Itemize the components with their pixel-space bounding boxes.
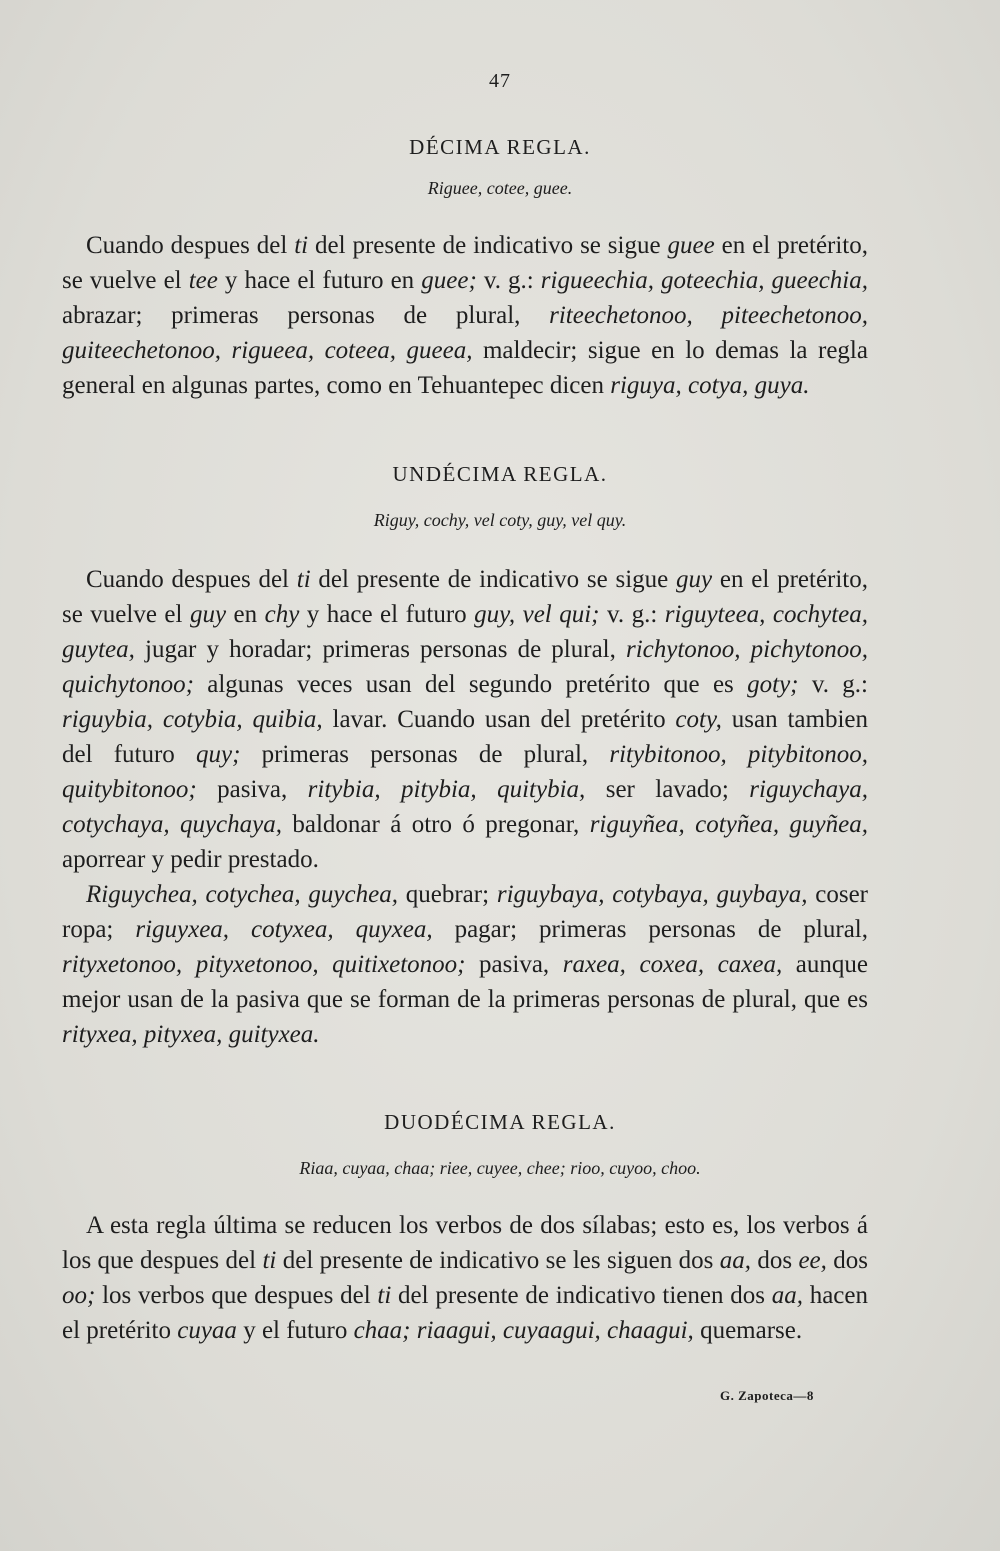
italic-term: ti (262, 1247, 277, 1274)
italic-term: ti (377, 1282, 392, 1309)
section-body-decima (62, 228, 868, 403)
italic-term: rigueechia, goteechia, gueechia, (540, 267, 868, 294)
italic-term: richytonoo, pichytonoo, quichytonoo; (62, 636, 868, 698)
italic-term: ee, (798, 1247, 827, 1274)
italic-term: guee (667, 232, 715, 259)
italic-term: goty; (747, 671, 799, 698)
italic-term: cuyaa (177, 1317, 237, 1344)
signature-mark: G. Zapoteca—8 (720, 1388, 814, 1403)
section-subtitle-decima: Riguee, cotee, guee. (427, 178, 573, 198)
italic-term: quy; (195, 741, 241, 768)
italic-term: tee (188, 267, 218, 294)
italic-term: riguychaya, cotychaya, quychaya, (62, 776, 869, 838)
section-heading-decima: DÉCIMA REGLA. (409, 135, 591, 159)
page-number: 47 (489, 70, 511, 92)
italic-term: chy (264, 601, 300, 628)
italic-term: riteechetonoo, piteechetonoo, guiteechetonoo, rigueea, coteea, gueea, (62, 302, 868, 364)
paragraph: Cuando despues del ti del presente de indicativo se sigue guee en el pretérito, se vuelve el tee y hace el futuro en guee; v. g.: rigueechia, goteechia, gueechia, abrazar; primeras personas de plural, riteechetonoo, piteechetonoo, guiteechetonoo, rigueea, coteea, gueea, maldecir; sigue en lo demas la regla general en algunas partes, como en Tehuantepec dicen riguya, cotya, guya. (62, 232, 869, 399)
italic-term: guy, vel qui; (474, 601, 600, 628)
section-heading-undecima: UNDÉCIMA REGLA. (392, 462, 608, 486)
italic-term: ti (294, 232, 309, 259)
italic-term: riguybia, cotybia, quibia, (62, 706, 323, 733)
section-subtitle-duodecima: Riaa, cuyaa, chaa; riee, cuyee, chee; rioo, cuyoo, choo. (299, 1158, 701, 1178)
italic-term: guee; (421, 267, 477, 294)
italic-term: coty, (675, 706, 722, 733)
italic-term: riguyxea, cotyxea, quyxea, (135, 916, 433, 943)
section-subtitle-undecima: Riguy, cochy, vel coty, guy, vel quy. (373, 510, 627, 530)
italic-term: riguyñea, cotyñea, guyñea, (589, 811, 868, 838)
italic-term: ti (296, 566, 311, 593)
italic-term: chaa; riaagui, cuyaagui, chaagui, (353, 1317, 694, 1344)
italic-term: guy (676, 566, 713, 593)
italic-term: ritybitonoo, pitybitonoo, quitybitonoo; (62, 741, 868, 803)
italic-term: oo; (62, 1282, 96, 1309)
italic-term: rityxea, pityxea, guityxea. (62, 1021, 320, 1048)
italic-term: riguya, cotya, guya. (610, 372, 810, 399)
italic-term: raxea, coxea, caxea, (562, 951, 783, 978)
section-body-undecima (62, 562, 868, 1052)
italic-term: aa, (719, 1247, 751, 1274)
paragraph: Cuando despues del ti del presente de indicativo se sigue guy en el pretérito, se vuelve el guy en chy y hace el futuro guy, vel qui; v. g.: riguyteea, cochytea, guytea, jugar y horadar; primeras personas de plural, richytonoo, pichytonoo, quichytonoo; algunas veces usan del segundo pretérito que es goty; v. g.: riguybia, cotybia, quibia, lavar. Cuando usan del pretérito coty, usan tambien del futuro quy; primeras personas de plural, ritybitonoo, pitybitonoo, quitybitonoo; pasiva, ritybia, pitybia, quitybia, ser lavado; riguychaya, cotychaya, quychaya, baldonar á otro ó pregonar, riguyñea, cotyñea, guyñea, aporrear y pedir prestado. (62, 566, 869, 873)
section-body-duodecima (62, 1208, 868, 1348)
section-heading-duodecima: DUODÉCIMA REGLA. (384, 1110, 616, 1134)
italic-term: riguybaya, cotybaya, guybaya, (496, 881, 808, 908)
paragraph: Riguychea, cotychea, guychea, quebrar; riguybaya, cotybaya, guybaya, coser ropa; riguyxea, cotyxea, quyxea, pagar; primeras personas de plural, rityxetonoo, pityxetonoo, quitixetonoo; pasiva, raxea, coxea, caxea, aunque mejor usan de la pasiva que se forman de la primeras personas de plural, que es rityxea, pityxea, guityxea. (62, 881, 869, 1048)
italic-term: rityxetonoo, pityxetonoo, quitixetonoo; (62, 951, 466, 978)
italic-term: guy (189, 601, 227, 628)
paragraph: A esta regla última se reducen los verbos de dos sílabas; esto es, los verbos á los que despues del ti del presente de indicativo se les siguen dos aa, dos ee, dos oo; los verbos que despues del ti del presente de indicativo tienen dos aa, hacen el pretérito cuyaa y el futuro chaa; riaagui, cuyaagui, chaagui, quemarse. (62, 1212, 869, 1344)
italic-term: ritybia, pitybia, quitybia, (307, 776, 586, 803)
italic-term: Riguychea, cotychea, guychea, (86, 881, 398, 908)
italic-term: riguyteea, cochytea, guytea, (62, 601, 868, 663)
italic-term: aa, (771, 1282, 803, 1309)
